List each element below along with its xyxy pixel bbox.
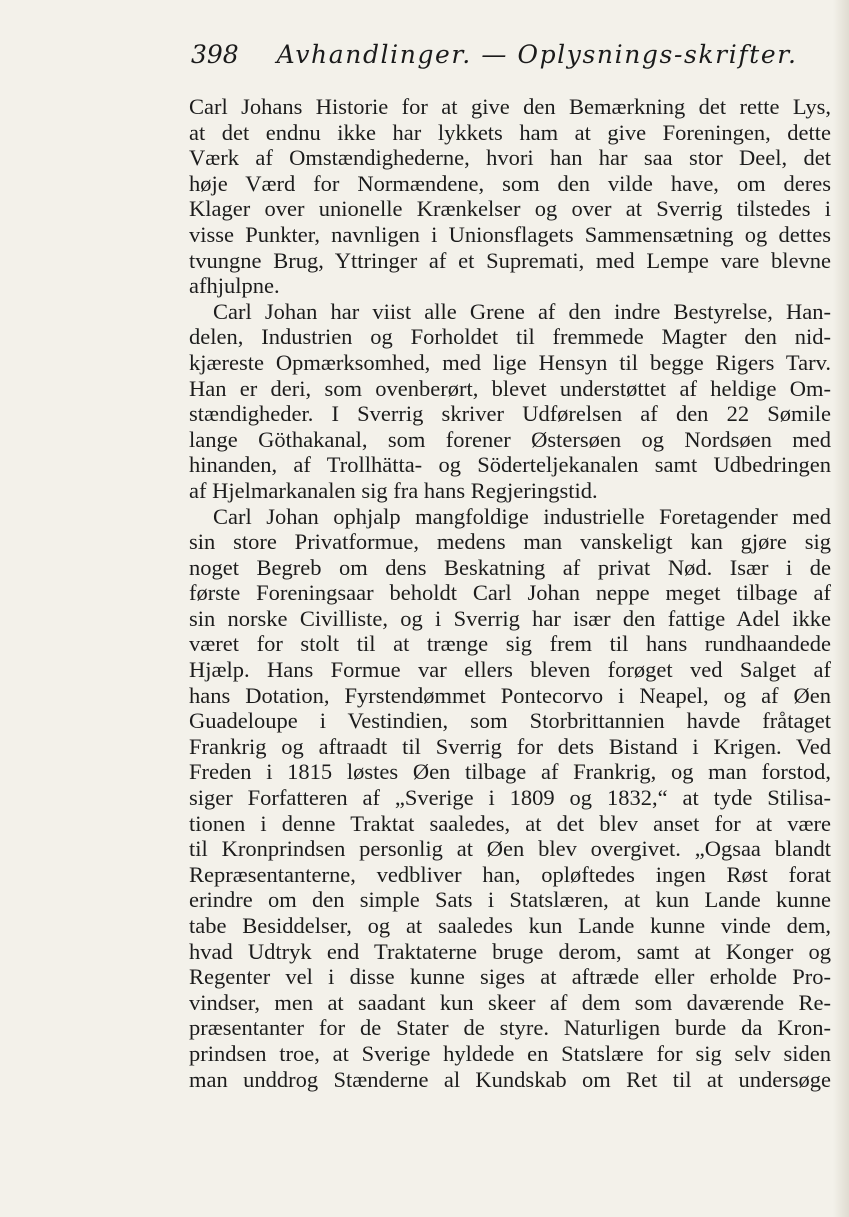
text-line: Frankrig og aftraadt til Sverrig for dets Bistand i Krigen. Ved [189, 733, 831, 759]
page-edge-shadow [833, 0, 849, 1217]
text-line: været for stolt til at trænge sig frem til hans rundhaandede [189, 631, 831, 657]
text-line: hinanden, af Trollhätta- og Söderteljekanalen samt Udbedringen [189, 452, 831, 478]
text-line: afhjulpne. [189, 273, 280, 299]
text-line: visse Punkter, navnligen i Unionsflagets Sammensætning og dettes [189, 221, 831, 247]
text-line: første Foreningsaar beholdt Carl Johan neppe meget tilbage af [189, 580, 831, 606]
page-number: 398 [191, 40, 239, 69]
text-line: Regenter vel i disse kunne siges at aftræde eller erholde Pro- [189, 964, 831, 990]
text-line: at det endnu ikke har lykkets ham at give Foreningen, dette [189, 119, 831, 145]
text-line: Carl Johan har viist alle Grene af den indre Bestyrelse, Han- [213, 298, 831, 324]
text-line: Guadeloupe i Vestindien, som Storbrittannien havde fråtaget [189, 708, 831, 734]
text-line: høje Værd for Normændene, som den vilde have, om deres [189, 170, 831, 196]
text-line: prindsen troe, at Sverige hyldede en Statslære for sig selv siden [189, 1040, 831, 1066]
text-line: Han er deri, som ovenberørt, blevet understøttet af heldige Om- [189, 375, 831, 401]
body-text [189, 94, 831, 1092]
text-line: Freden i 1815 løstes Øen tilbage af Frankrig, og man forstod, [189, 759, 831, 785]
text-line: tionen i denne Traktat saaledes, at det blev anset for at være [189, 810, 831, 836]
text-line: noget Begreb om dens Beskatning af privat Nød. Især i de [189, 554, 831, 580]
page-header [191, 40, 831, 80]
text-line: hvad Udtryk end Traktaterne bruge derom, samt at Konger og [189, 938, 831, 964]
text-line: sin store Privatformue, medens man vanskeligt kan gjøre sig [189, 529, 831, 555]
text-line: tabe Besiddelser, og at saaledes kun Lande kunne vinde dem, [189, 913, 831, 938]
text-line: hans Dotation, Fyrstendømmet Pontecorvo i Neapel, og af Øen [189, 682, 831, 708]
text-line: kjæreste Opmærksomhed, med lige Hensyn til begge Rigers Tarv. [189, 349, 831, 375]
text-line: Carl Johans Historie for at give den Bemærkning det rette Lys, [189, 94, 831, 119]
text-line: Carl Johan ophjalp mangfoldige industrielle Foretagender med [213, 503, 831, 529]
text-line: præsentanter for de Stater de styre. Naturligen burde da Kron- [189, 1015, 831, 1041]
text-line: erindre om den simple Sats i Statslæren, at kun Lande kunne [189, 887, 831, 913]
text-line: stændigheder. I Sverrig skriver Udførelsen af den 22 Sømile [189, 401, 831, 427]
text-line: siger Forfatteren af „Sverige i 1809 og 1832,“ at tyde Stilisa- [189, 785, 831, 811]
running-head: Avhandlinger. — Oplysnings-skrifter. [276, 40, 798, 69]
text-line: til Kronprindsen personlig at Øen blev overgivet. „Ogsaa blandt [189, 836, 831, 862]
text-line: af Hjelmarkanalen sig fra hans Regjeringstid. [189, 477, 598, 503]
text-line: delen, Industrien og Forholdet til fremmede Magter den nid- [189, 324, 831, 350]
text-line: Værk af Omstændighederne, hvori han har saa stor Deel, det [189, 145, 831, 171]
text-line: Repræsentanterne, vedbliver han, opløftedes ingen Røst forat [189, 861, 831, 887]
text-line: sin norske Civilliste, og i Sverrig har især den fattige Adel ikke [189, 605, 831, 631]
text-line: lange Göthakanal, som forener Østersøen og Nordsøen med [189, 426, 831, 452]
text-line: tvungne Brug, Yttringer af et Supremati, med Lempe vare blevne [189, 247, 831, 273]
text-line: Klager over unionelle Krænkelser og over at Sverrig tilstedes i [189, 196, 831, 222]
text-line: vindser, men at saadant kun skeer af dem som daværende Re- [189, 989, 831, 1015]
text-line: Hjælp. Hans Formue var ellers bleven forøget ved Salget af [189, 657, 831, 683]
text-line: man unddrog Stænderne al Kundskab om Ret til at undersøge [189, 1066, 831, 1092]
